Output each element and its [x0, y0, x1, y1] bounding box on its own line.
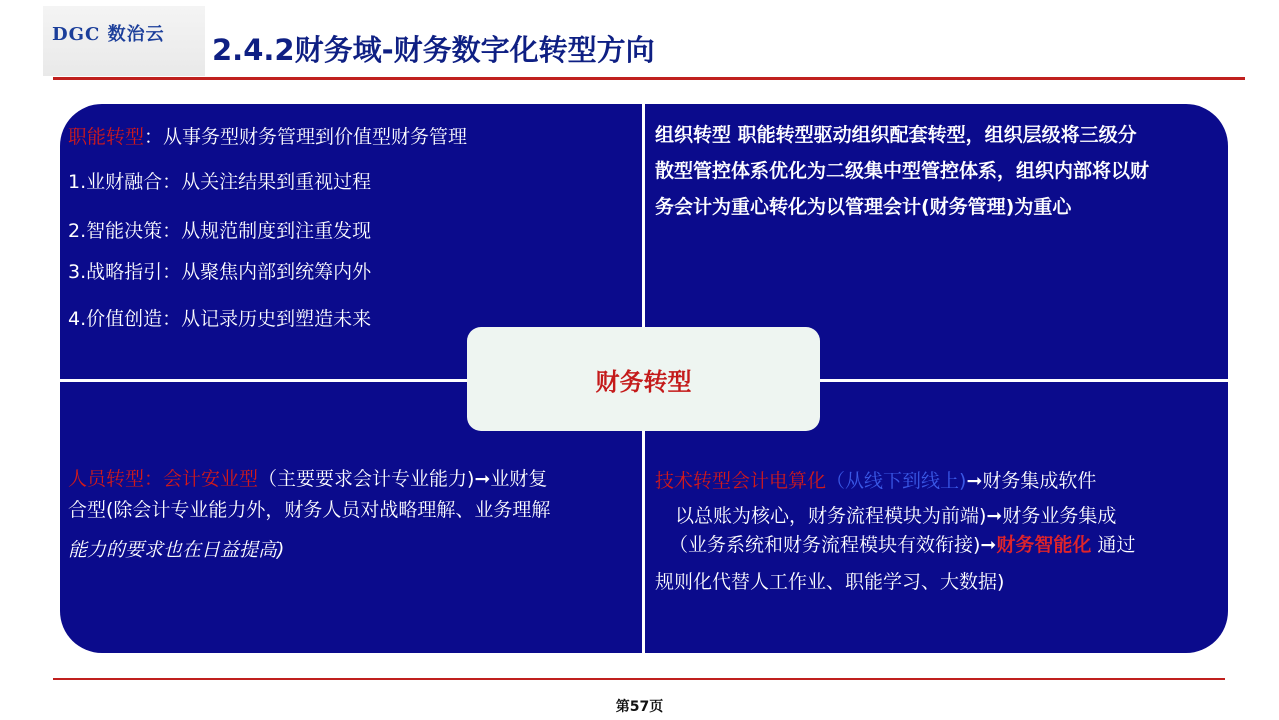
technology-line-3: [669, 530, 1135, 557]
organization-transformation-text: [655, 117, 1149, 225]
header-divider: [53, 77, 1245, 80]
technology-transformation-label: 技术转型会计电算化: [655, 470, 827, 492]
ledger-core-text: 以总账为核心，财务流程模块为前端)➞: [675, 505, 1003, 527]
function-transformation-summary: ：从事务型财务管理到价值型财务管理: [144, 126, 468, 148]
offline-online-note: （从线下到线上): [826, 470, 967, 492]
technology-line-2: [675, 501, 1116, 528]
personnel-transformation-label: 人员转型：: [68, 468, 164, 490]
via-text: 通过: [1091, 534, 1136, 556]
finance-business-integration-text: 财务业务集成: [1002, 505, 1117, 527]
personnel-line-2: 合型(除会计专业能力外，财务人员对战略理解、业务理解: [68, 499, 551, 521]
organization-line: 组织转型 职能转型驱动组织配套转型，组织层级将三级分: [655, 124, 1137, 146]
personnel-transformation-line: [68, 464, 547, 491]
center-topic-box: [467, 327, 820, 431]
list-item: 4.价值创造：从记录历史到塑造未来: [68, 308, 372, 330]
company-logo: DGC 数治云: [52, 24, 165, 45]
list-item: 1.业财融合：从关注结果到重视过程: [68, 171, 372, 193]
module-connection-text: （业务系统和财务流程模块有效衔接)➞: [669, 534, 997, 556]
function-transformation-label: 职能转型: [68, 126, 145, 148]
organization-line: 务会计为重心转化为以管理会计(财务管理)为重心: [655, 196, 1072, 218]
center-topic-label: 财务转型: [595, 367, 692, 396]
page-number: 第57页: [615, 699, 664, 715]
accounting-type-label: 会计安业型: [163, 468, 259, 490]
function-transformation-heading: [68, 122, 467, 149]
organization-line: 散型管控体系优化为二级集中型管控体系，组织内部将以财: [655, 160, 1150, 182]
integrated-software-text: ➞财务集成软件: [966, 470, 1097, 492]
technology-line-4: 规则化代替人工作业、职能学习、大数据): [655, 571, 1005, 593]
list-item: 3.战略指引：从聚焦内部到统筹内外: [68, 261, 372, 283]
list-item: 2.智能决策：从规范制度到注重发现: [68, 220, 372, 242]
page-title: 2.4.2财务域-财务数字化转型方向: [212, 33, 655, 67]
financial-intelligence-label: 财务智能化: [996, 534, 1092, 556]
personnel-line-text: （主要要求会计专业能力)➞业财复: [258, 468, 548, 490]
footer-divider: [53, 678, 1225, 680]
personnel-line-3: 能力的要求也在日益提高): [68, 539, 285, 561]
technology-line-1: [655, 466, 1096, 493]
